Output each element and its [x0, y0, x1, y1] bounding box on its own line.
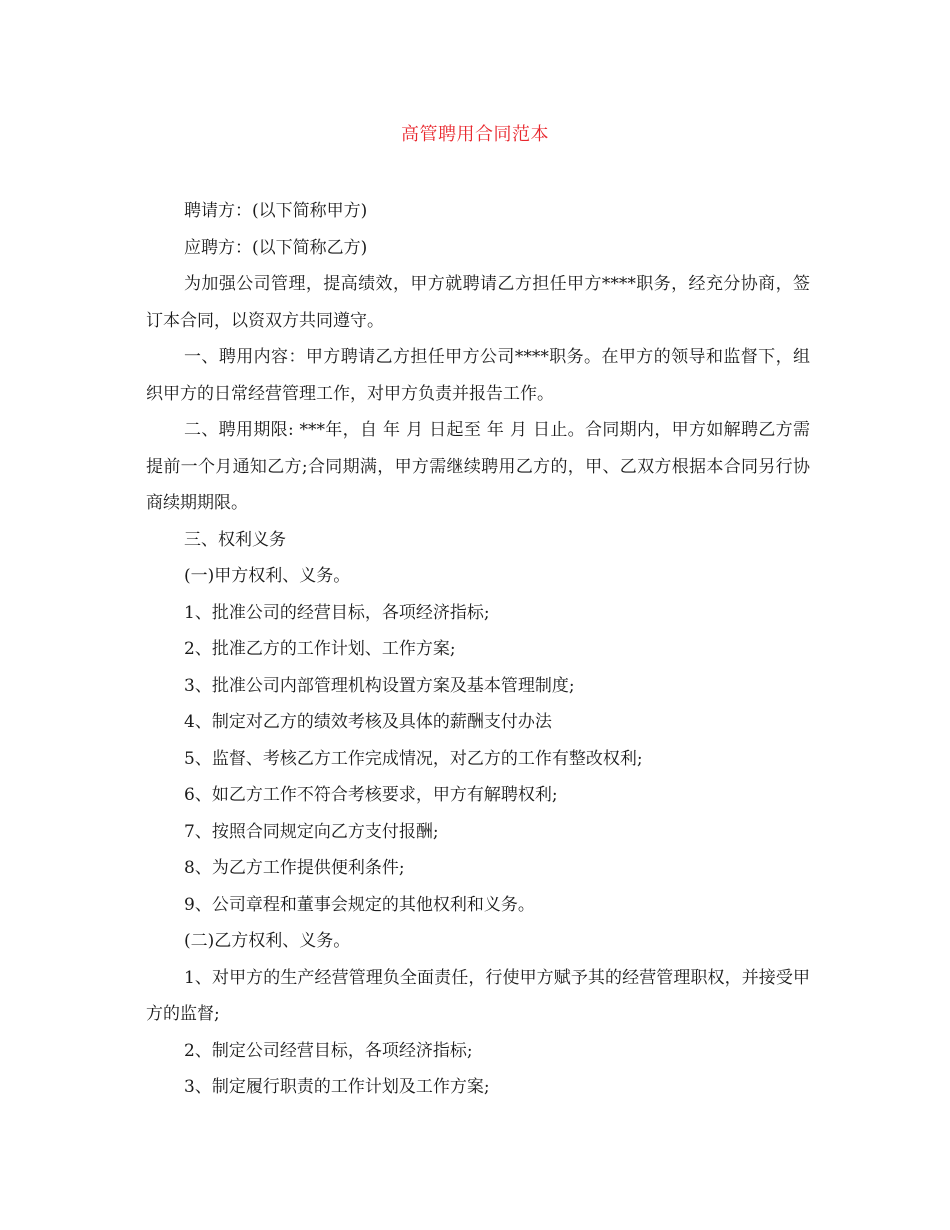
list-item: 3、批准公司内部管理机构设置方案及基本管理制度;	[184, 675, 575, 696]
list-item: 5、监督、考核乙方工作完成情况，对乙方的工作有整改权利;	[184, 748, 643, 769]
paragraph-clause-2: 二、聘用期限: ***年，自 年 月 日起至 年 月 日止。合同期内，甲方如解聘乙方需提前一个月通知乙方;合同期满，甲方需继续聘用乙方的，甲、乙双方根据本合同另行协商续期期限。	[146, 420, 810, 513]
list-item: 1、对甲方的生产经营管理负全面责任，行使甲方赋予其的经营管理职权，并接受甲方的监督;	[146, 967, 810, 1024]
list-item: 9、公司章程和董事会规定的其他权利和义务。	[184, 894, 535, 915]
subsection-heading-party-b: (二)乙方权利、义务。	[184, 931, 351, 951]
list-item: 2、批准乙方的工作计划、工作方案;	[184, 639, 456, 659]
list-item: 8、为乙方工作提供便利条件;	[184, 858, 405, 878]
list-item: 3、制定履行职责的工作计划及工作方案;	[184, 1077, 490, 1097]
list-item: 2、制定公司经营目标，各项经济指标;	[184, 1040, 473, 1061]
list-item: 7、按照合同规定向乙方支付报酬;	[184, 821, 439, 842]
list-item: 4、制定对乙方的绩效考核及具体的薪酬支付办法	[184, 712, 552, 732]
paragraph-employer: 聘请方：(以下简称甲方)	[184, 201, 368, 221]
document-body	[146, 193, 810, 1106]
document-title: 高管聘用合同范本	[401, 124, 549, 145]
subsection-heading-party-a: (一)甲方权利、义务。	[184, 566, 351, 586]
paragraph-employee: 应聘方：(以下简称乙方)	[184, 237, 368, 258]
list-item: 1、批准公司的经营目标，各项经济指标;	[184, 602, 490, 623]
paragraph-clause-1: 一、聘用内容：甲方聘请乙方担任甲方公司****职务。在甲方的领导和监督下，组织甲方的日常经营管理工作，对甲方负责并报告工作。	[146, 347, 810, 404]
paragraph-preamble: 为加强公司管理，提高绩效，甲方就聘请乙方担任甲方****职务，经充分协商，签订本合同，以资双方共同遵守。	[146, 274, 810, 331]
list-item: 6、如乙方工作不符合考核要求，甲方有解聘权利;	[184, 785, 558, 805]
section-heading-rights: 三、权利义务	[184, 529, 286, 550]
